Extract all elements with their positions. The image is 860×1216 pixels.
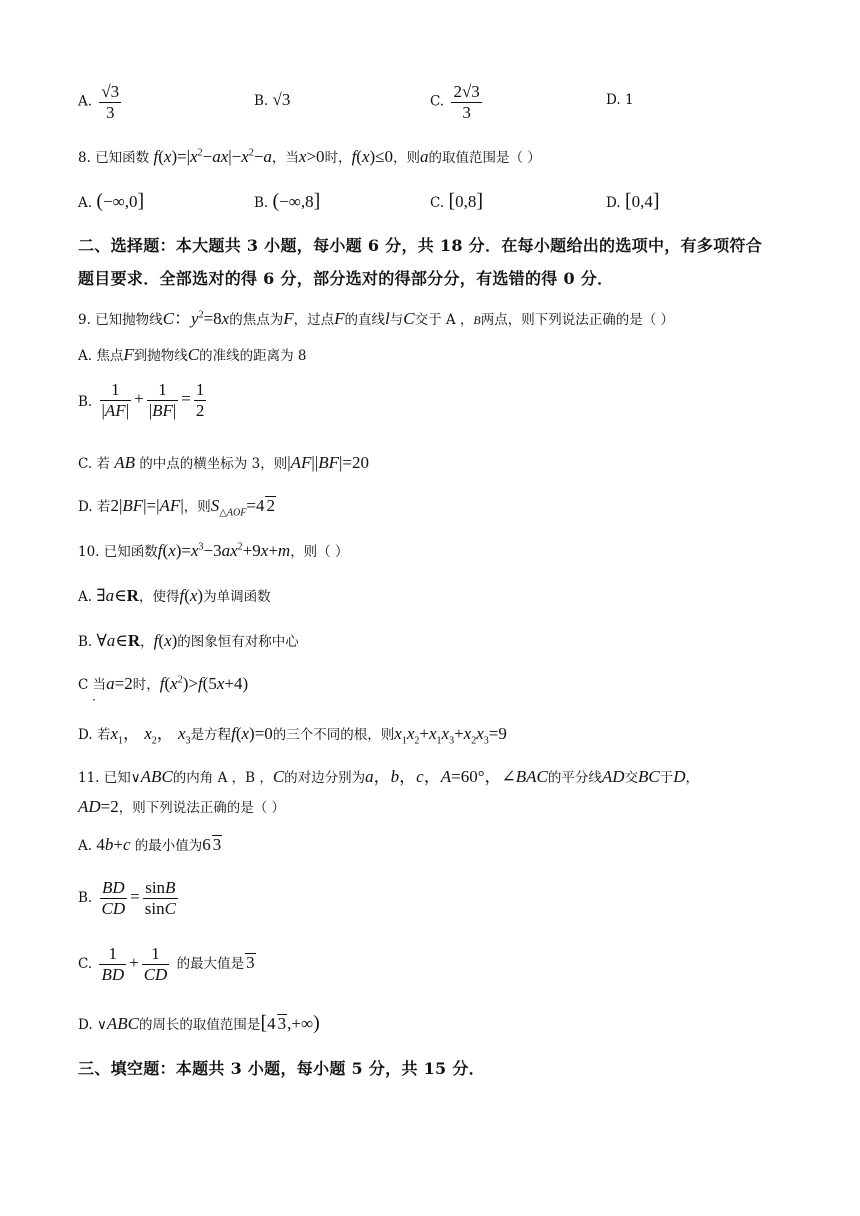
formula: f(x)=0 [231, 724, 273, 743]
option-label: A. [78, 348, 93, 364]
q9-option-b [78, 380, 209, 420]
option-label: A. [78, 93, 93, 110]
option-value: √3 [272, 90, 291, 109]
option-label: B. [78, 634, 93, 650]
question-text: 已知抛物线 [95, 312, 163, 328]
formula: |AF||BF|=20 [287, 453, 369, 472]
question-number: 10. [78, 544, 100, 560]
q10-option-b [78, 630, 299, 651]
formula: a，b，c，A=60°，∠BAC [365, 767, 548, 786]
question-text: 已知函数 [95, 150, 150, 166]
formula: 6 3 [202, 835, 222, 854]
formula: F [123, 345, 134, 364]
formula: 3 [246, 952, 255, 972]
section-2-heading-line-1: 二、选择题：本大题共 3 小题，每小题 6 分，共 18 分．在每小题给出的选项中，有多项符合 [78, 236, 763, 255]
option-text: 若 [96, 727, 111, 743]
question-text: ，则下列说法正确的是（ ） [118, 800, 286, 816]
formula: F [334, 309, 345, 328]
option-value: (−∞,8] [272, 190, 321, 212]
section-3-heading: 三、填空题：本题共 3 小题，每小题 5 分，共 15 分． [78, 1059, 485, 1078]
option-value: 1 [624, 92, 634, 108]
fraction: $\frac{\sin B}{\sin C}$ [144, 878, 176, 918]
option-text: 到抛物线 [133, 348, 188, 364]
option-label: B. [78, 889, 93, 906]
formula: C：$y^2=8x$ [162, 309, 230, 328]
option-text: 若 [96, 499, 111, 515]
option-label: D. [78, 499, 93, 515]
fraction: $\frac{1}{CD}$ [143, 944, 168, 984]
formula: AB [114, 453, 136, 472]
q8-option-a [78, 190, 144, 213]
formula: $f(x)=|x^2-ax|-x^2-a$ [153, 147, 272, 166]
option-text: 当 [92, 677, 107, 693]
option-value: [0,8] [448, 190, 484, 212]
formula: $\frac{BD}{CD}$ = $\frac{\sin B}{\sin C}$ [101, 878, 176, 918]
question-text: 的对边分别为 [284, 770, 366, 786]
question-8 [78, 146, 541, 167]
q11-option-b [78, 878, 181, 918]
numerator: √3 [101, 82, 120, 101]
option-text: 的三个不同的根，则 [272, 727, 395, 743]
q8-option-d [606, 190, 660, 213]
option-label: A. [78, 195, 93, 211]
option-label: D. [78, 1017, 93, 1033]
formula: BC [638, 767, 660, 786]
formula: ∃a∈R [96, 586, 139, 605]
question-text: 于 [659, 770, 674, 786]
numerator: 2√3 [453, 82, 480, 101]
question-number: 9. [78, 312, 91, 328]
question-text: 交于 A ， [414, 312, 474, 328]
formula: a [420, 147, 429, 166]
option-value: [0,4] [624, 190, 660, 212]
option-text: 的图象恒有对称中心 [177, 634, 299, 650]
formula: ∀a∈R [96, 631, 141, 650]
option-text: ， [140, 634, 154, 650]
option-label: A. [78, 589, 93, 605]
formula: [4 3,+∞) [260, 1012, 320, 1034]
formula: ABC [140, 767, 173, 786]
q8-option-c [430, 190, 483, 213]
option-label: C [78, 677, 89, 693]
q9-option-c [78, 452, 369, 473]
q7-option-b [254, 90, 290, 110]
formula: AD=2 [78, 797, 119, 816]
option-text: ，则 [183, 499, 211, 515]
question-text: 的直线 [344, 312, 385, 328]
option-label: D. [606, 92, 621, 108]
formula: F [283, 309, 294, 328]
option-label: C. [78, 456, 93, 472]
formula: f(x) [179, 586, 204, 605]
q7-option-d [606, 92, 634, 108]
formula: 4b+c [96, 835, 131, 854]
option-label: D. [606, 195, 621, 211]
q9-option-a [78, 344, 306, 365]
fraction: $\frac{1}{2}$ [195, 380, 205, 420]
denominator: 3 [106, 102, 115, 122]
q7-option-c [430, 82, 485, 122]
formula: B [473, 313, 481, 327]
q10-option-d [78, 719, 507, 746]
fraction: $\frac{1}{|BF|}$ [148, 380, 177, 420]
option-text: ，使得 [138, 589, 180, 605]
fraction: $\frac{BD}{CD}$ [101, 878, 126, 918]
formula: x>0 [298, 147, 325, 166]
formula: $x_1x_2+x_1x_3+x_2x_3=9$ [394, 724, 507, 747]
q10-option-a [78, 585, 271, 606]
question-11-line-2 [78, 796, 285, 817]
question-text: 的取值范围是（ ） [428, 150, 541, 166]
option-label: C. [430, 195, 445, 211]
bullet-dot: · [92, 693, 96, 707]
question-number: 8. [78, 150, 91, 166]
question-11-line-1: 11. 已知∨ABC的内角 A ，B ，C的对边分别为a，b，c，A=60°，∠BAC的平分线AD交BC于D， [78, 767, 700, 786]
option-label: B. [254, 195, 269, 211]
option-label: C. [430, 93, 445, 110]
fraction [99, 82, 121, 122]
question-number: 11. [78, 770, 100, 786]
option-label: C. [78, 955, 93, 972]
formula: $\frac{1}{BD}$ + $\frac{1}{CD}$ [101, 944, 168, 984]
fraction: $\frac{1}{|AF|}$ [101, 380, 130, 420]
option-text: ∨ [96, 1017, 107, 1033]
question-text: 与 [389, 312, 404, 328]
question-text: 的内角 A ，B ， [172, 770, 273, 786]
formula: C [403, 309, 415, 328]
formula: f(x)≤0 [351, 147, 394, 166]
formula: 2|BF|=|AF| [110, 496, 184, 515]
option-label: A. [78, 838, 93, 854]
formula: D [673, 767, 686, 786]
question-text: 已知∨ [103, 770, 141, 786]
option-value: (−∞,0] [96, 190, 145, 212]
question-text: 的平分线 [547, 770, 602, 786]
q9-option-d [78, 495, 276, 518]
formula: $f(x)=x^3-3ax^2+9x+m$ [157, 541, 291, 560]
formula: $\frac{1}{|AF|}$ + $\frac{1}{|BF|}$ = $\frac{1}{2}$ [101, 380, 205, 420]
formula: l [385, 309, 390, 328]
formula: f(x) [153, 631, 178, 650]
option-text: 是方程 [190, 727, 232, 743]
option-text: 的中点的横坐标为 3，则 [139, 456, 288, 472]
section-2-heading-line-2: 题目要求．全部选对的得 6 分，部分选对的得部分分，有选错的得 0 分． [78, 269, 614, 288]
question-text: 的焦点为 [229, 312, 284, 328]
option-text: 为单调函数 [203, 589, 271, 605]
q11-option-d [78, 1012, 320, 1035]
fraction [451, 82, 481, 122]
option-label: D. [78, 727, 93, 743]
denominator: 3 [462, 102, 471, 122]
q8-option-b [254, 190, 320, 213]
question-text: 时， [324, 150, 352, 166]
option-text: 的周长的取值范围是 [138, 1017, 261, 1033]
question-text: 两点，则下列说法正确的是（ ） [480, 312, 675, 328]
formula: $x_1$， $x_2$， $x_3$ [110, 724, 191, 747]
option-text: 若 [96, 456, 110, 472]
question-text: ，则（ ） [290, 544, 349, 560]
option-text: 焦点 [96, 348, 124, 364]
question-text: ，则 [393, 150, 421, 166]
q10-option-c [78, 673, 248, 694]
formula: C [272, 767, 285, 786]
q11-option-c [78, 944, 256, 984]
q11-option-a [78, 834, 222, 855]
question-text: 已知函数 [103, 544, 158, 560]
q7-option-a [78, 82, 124, 122]
formula: C [187, 345, 200, 364]
option-text: 的最大值是 [176, 955, 245, 972]
option-text: 时， [132, 677, 160, 693]
formula: a=2 [106, 674, 133, 693]
question-text: ，当 [271, 150, 299, 166]
option-text: 的准线的距离为 8 [199, 348, 307, 364]
formula: ABC [106, 1014, 139, 1033]
option-label: B. [254, 93, 269, 109]
formula: $S_{\triangle AOF}=4$ 2 [210, 496, 275, 519]
question-10 [78, 540, 348, 561]
question-9 [78, 304, 674, 329]
formula: $f(x^2)>f(5x+4)$ [159, 674, 249, 693]
fraction: $\frac{1}{BD}$ [101, 944, 125, 984]
option-text: 的最小值为 [134, 838, 203, 854]
question-text: ，过点 [293, 312, 335, 328]
option-label: B. [78, 393, 93, 410]
formula: AD [601, 767, 625, 786]
question-text: 交 [624, 770, 639, 786]
